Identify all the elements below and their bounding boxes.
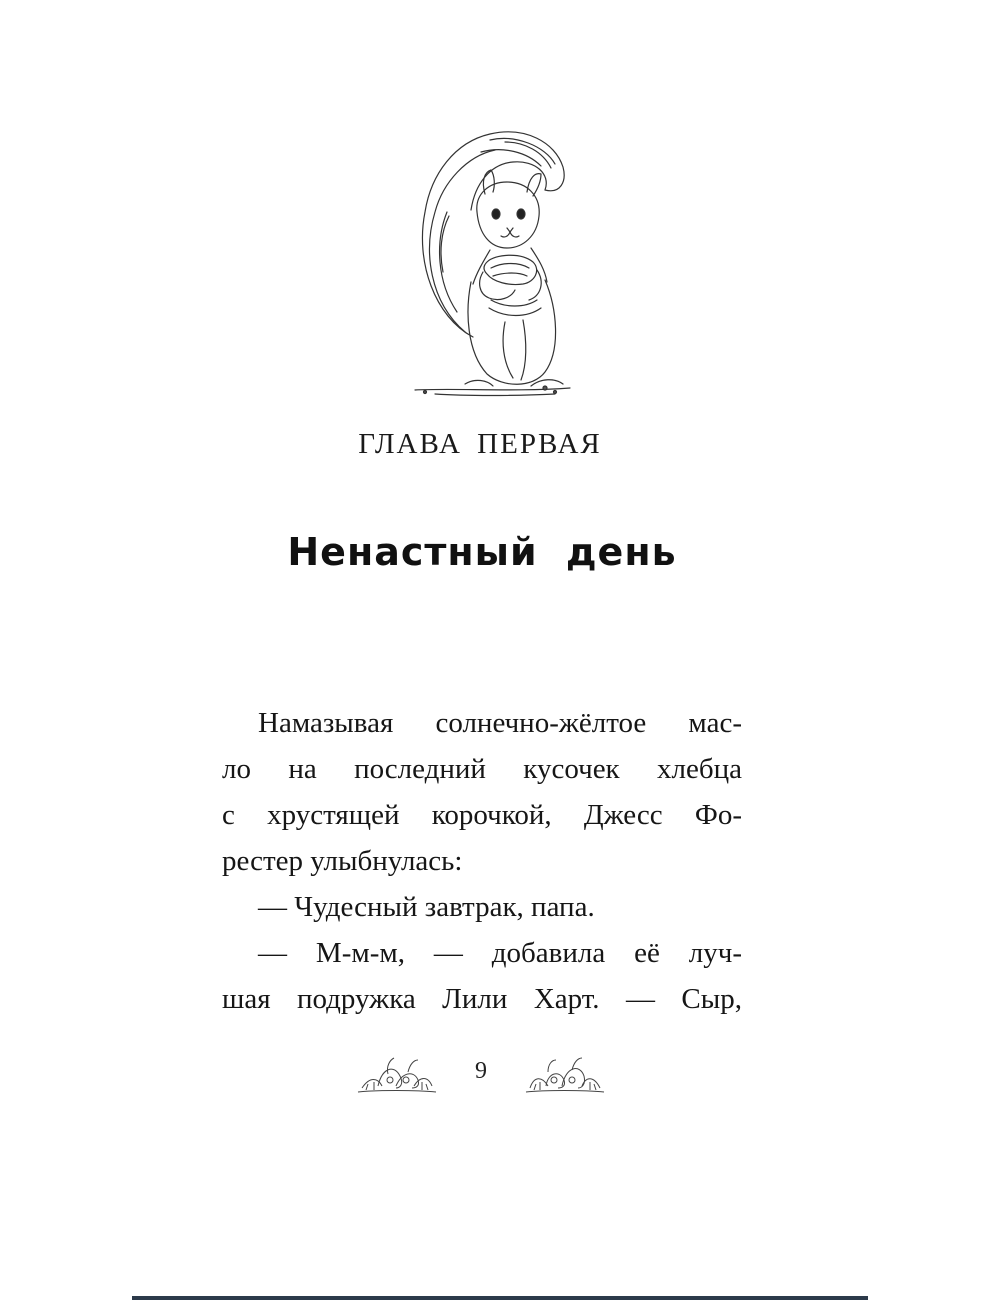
body-text: [222, 700, 742, 1022]
page-footer: [356, 1050, 606, 1100]
chapter-label: ГЛАВА ПЕРВАЯ: [358, 428, 602, 460]
text-line: шая подружка Лили Харт. — Сыр,: [222, 983, 742, 1015]
chapter-title: Ненастный день: [287, 530, 677, 574]
text-line: ло на последний кусочек хлебца: [222, 753, 742, 785]
text-line: рестер улыбнулась:: [222, 845, 463, 877]
text-line: с хрустящей корочкой, Джесс Фо-: [222, 799, 742, 831]
squirrel-illustration: [395, 112, 585, 402]
text-line: — Чудесный завтрак, папа.: [258, 891, 595, 923]
bottom-divider: [132, 1296, 868, 1300]
text-line: — М-м-м, — добавила её луч-: [258, 937, 742, 969]
text-line: Намазывая солнечно-жёлтое мас-: [258, 707, 742, 739]
squirrel-icon: [395, 112, 585, 402]
ornament-right-icon: [524, 1052, 606, 1096]
page-number: 9: [475, 1058, 487, 1084]
